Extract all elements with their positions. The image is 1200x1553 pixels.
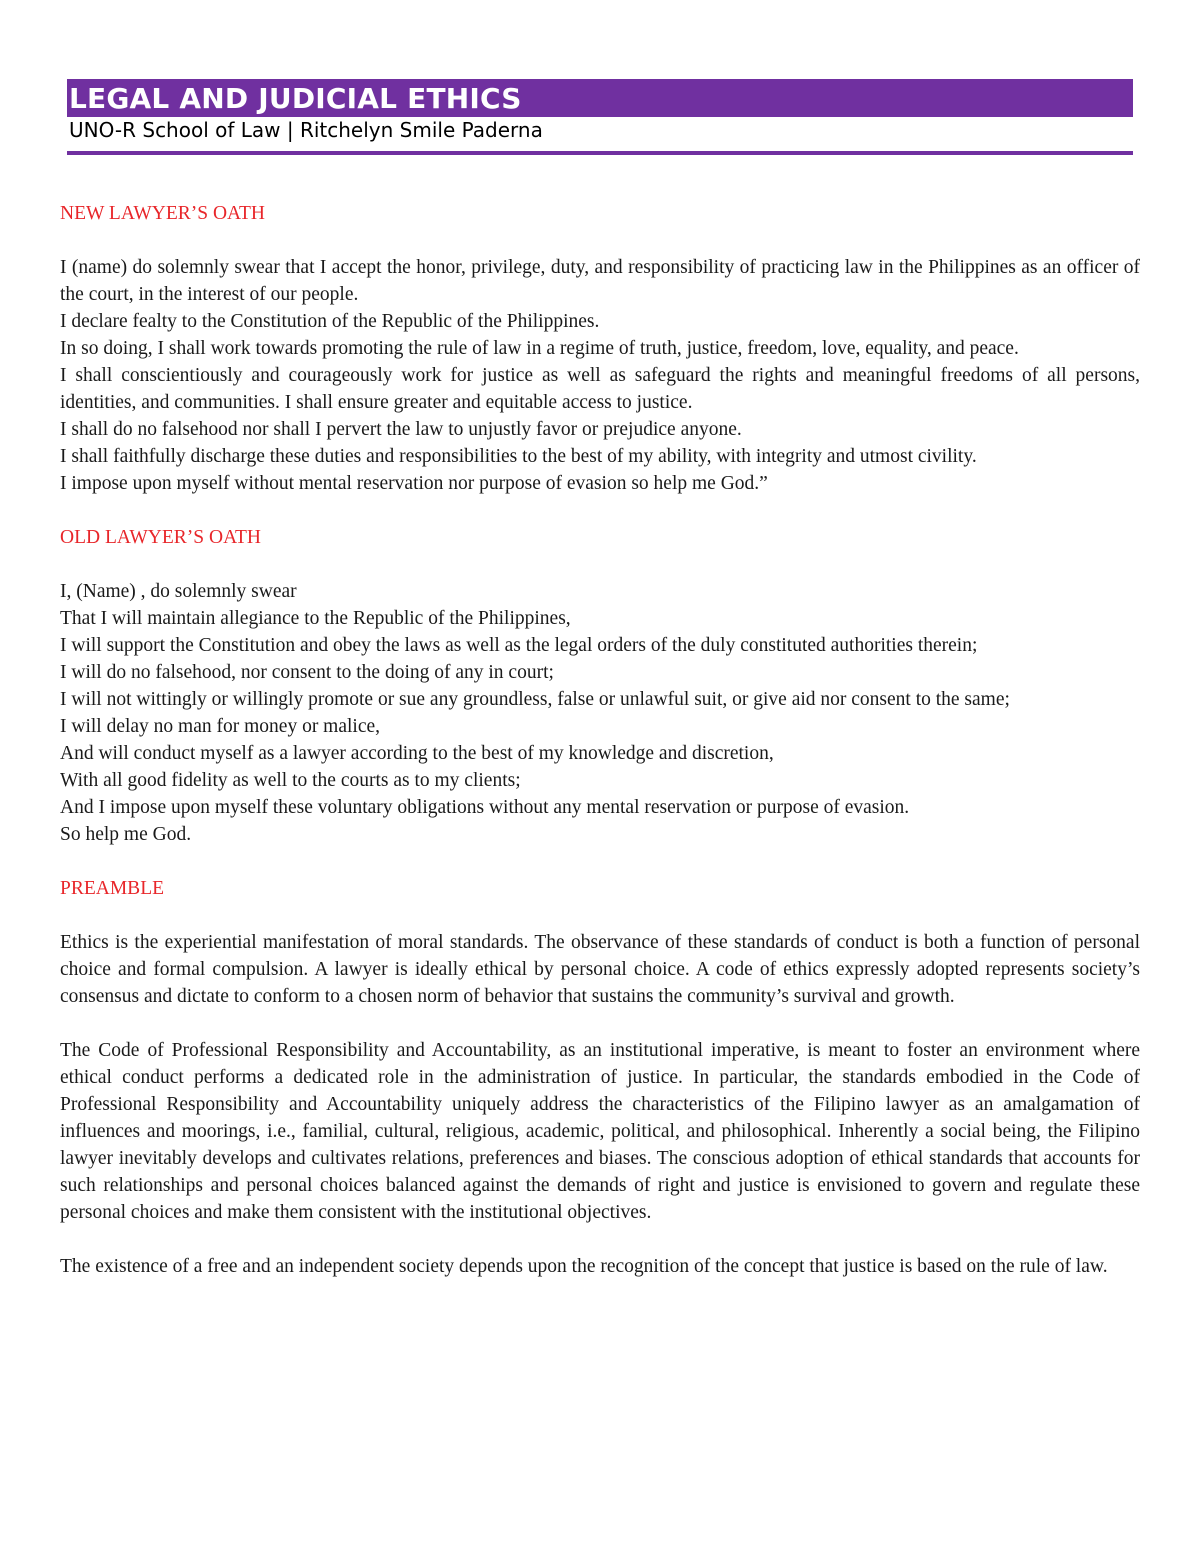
oath-line: I will support the Constitution and obey the laws as well as the legal orders of the duly constituted authorities therein; bbox=[60, 635, 978, 656]
oath-line: And will conduct myself as a lawyer according to the best of my knowledge and discretion, bbox=[60, 743, 774, 764]
preamble-paragraph: The existence of a free and an independent society depends upon the recognition of the concept that justice is based on the rule of law. bbox=[60, 1256, 1108, 1277]
oath-line: I will not wittingly or willingly promote or sue any groundless, false or unlawful suit, or give aid nor consent to the same; bbox=[60, 689, 1010, 710]
preamble-heading: PREAMBLE bbox=[60, 878, 165, 899]
oath-line: I shall faithfully discharge these duties and responsibilities to the best of my ability, with integrity and utmost civility. bbox=[60, 446, 977, 467]
oath-line: I shall do no falsehood nor shall I pervert the law to unjustly favor or prejudice anyone. bbox=[60, 419, 742, 440]
oath-line: In so doing, I shall work towards promoting the rule of law in a regime of truth, justice, freedom, love, equality, and peace. bbox=[60, 338, 1019, 359]
oath-line: I will do no falsehood, nor consent to the doing of any in court; bbox=[60, 662, 554, 683]
old-oath-heading: OLD LAWYER’S OATH bbox=[60, 527, 261, 548]
oath-line: I declare fealty to the Constitution of the Republic of the Philippines. bbox=[60, 311, 600, 332]
oath-line: I will delay no man for money or malice, bbox=[60, 716, 381, 737]
oath-line: I impose upon myself without mental reservation nor purpose of evasion so help me God.” bbox=[60, 473, 768, 494]
preamble-paragraph: Ethics is the experiential manifestation of moral standards. The observance of these standards of conduct is both a function of personal choice and formal compulsion. A lawyer is ideally ethical by personal choice. A code of ethics expressly adopted represents society’s consensus and dictate to conform to a chosen norm of behavior that sustains the community’s survival and growth. bbox=[60, 932, 1140, 1007]
preamble-section bbox=[60, 875, 1140, 1280]
oath-line: So help me God. bbox=[60, 824, 192, 845]
old-oath-section bbox=[60, 524, 1140, 848]
new-oath-section bbox=[60, 200, 1140, 497]
oath-line: I shall conscientiously and courageously work for justice as well as safeguard the rights and meaningful freedoms of all persons, identities, and communities. I shall ensure greater and equitable access to justice. bbox=[60, 365, 1140, 413]
header-bar bbox=[67, 79, 1133, 117]
document-body bbox=[60, 200, 1140, 1280]
oath-line: With all good fidelity as well to the courts as to my clients; bbox=[60, 770, 521, 791]
page-header bbox=[67, 79, 1133, 155]
preamble-paragraph: The Code of Professional Responsibility and Accountability, as an institutional imperative, is meant to foster an environment where ethical conduct performs a dedicated role in the administration of justice. In particular, the standards embodied in the Code of Professional Responsibility and Accountability uniquely address the characteristics of the Filipino lawyer as an amalgamation of influences and moorings, i.e., familial, cultural, religious, academic, political, and philosophical. Inherently a social being, the Filipino lawyer inevitably develops and cultivates relations, preferences and biases. The conscious adoption of ethical standards that accounts for such relationships and personal choices balanced against the demands of right and justice is envisioned to govern and regulate these personal choices and make them consistent with the institutional objectives. bbox=[60, 1040, 1140, 1223]
oath-line: I (name) do solemnly swear that I accept the honor, privilege, duty, and responsibility of practicing law in the Philippines as an officer of the court, in the interest of our people. bbox=[60, 257, 1140, 305]
header-divider bbox=[67, 151, 1133, 155]
oath-line: That I will maintain allegiance to the Republic of the Philippines, bbox=[60, 608, 571, 629]
oath-line: And I impose upon myself these voluntary obligations without any mental reservation or purpose of evasion. bbox=[60, 797, 910, 818]
document-title: LEGAL AND JUDICIAL ETHICS bbox=[69, 82, 522, 115]
document-subtitle: UNO-R School of Law | Ritchelyn Smile Paderna bbox=[69, 118, 543, 142]
oath-line: I, (Name) , do solemnly swear bbox=[60, 581, 297, 602]
new-oath-heading: NEW LAWYER’S OATH bbox=[60, 203, 265, 224]
